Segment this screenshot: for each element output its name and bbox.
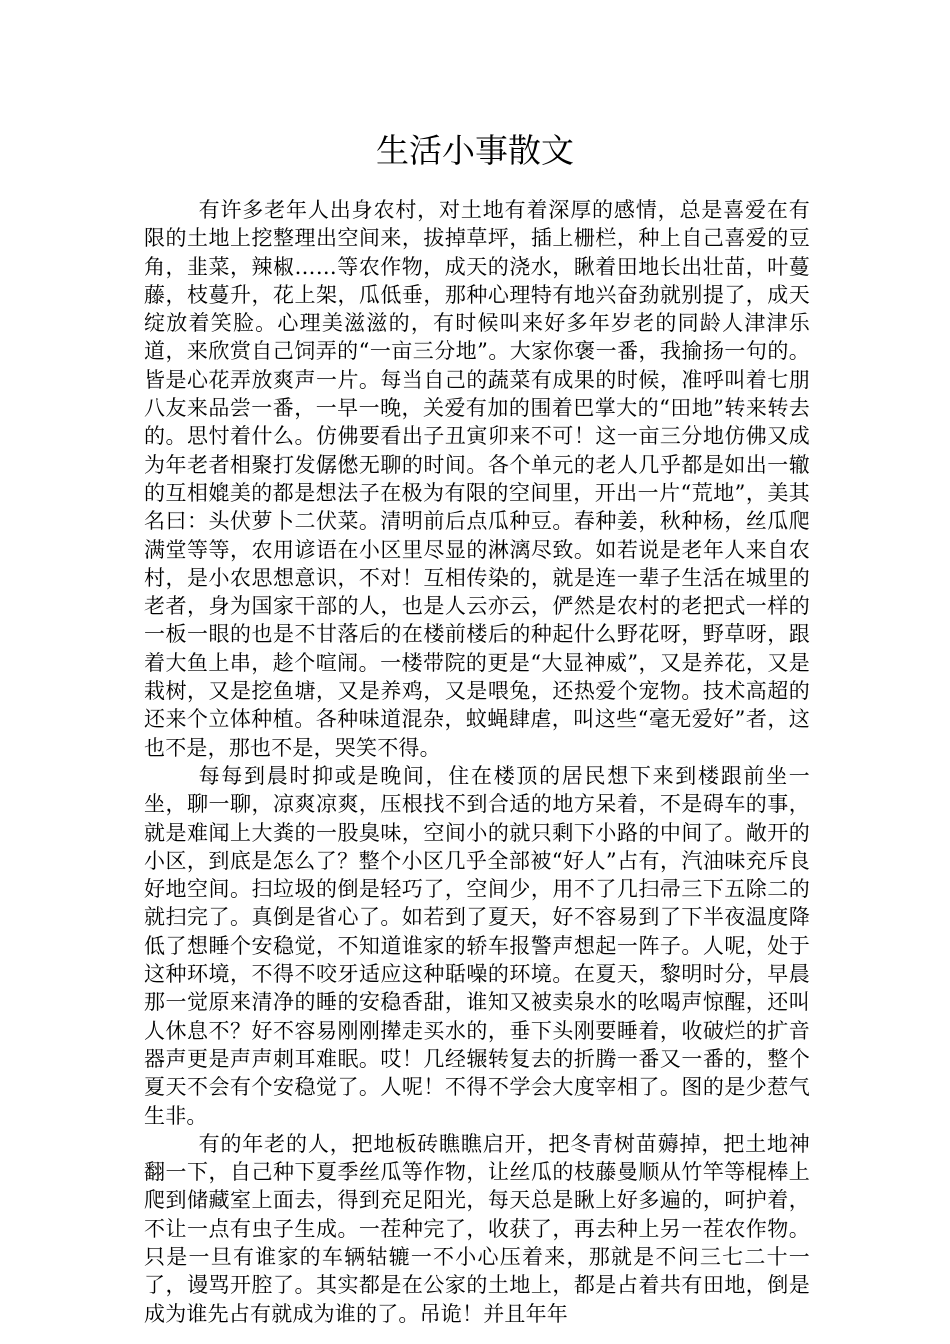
document-title: 生活小事散文 [376,131,574,170]
paragraph: 每每到晨时抑或是晚间，住在楼顶的居民想下来到楼跟前坐一坐，聊一聊，凉爽凉爽，压根找不到合适的地方呆着，不是碍车的事，就是难闻上大粪的一股臭味，空间小的就只剩下小路的中间了。敞开的小区，到底是怎么了？整个小区几乎全部被“好人”占有，汽油味充斥良好地空间。扫垃圾的倒是轻巧了，空间少，用不了几扫帚三下五除二的就扫完了。真倒是省心了。如若到了夏天，好不容易到了下半夜温度降低了想睡个安稳觉，不知道谁家的轿车报警声想起一阵子。人呢，处于这种环境，不得不咬牙适应这种聒噪的环境。在夏天，黎明时分，早晨那一觉原来清净的睡的安稳香甜，谁知又被卖泉水的吆喝声惊醒，还叫人休息不？好不容易刚刚撵走买水的，垂下头刚要睡着，收破烂的扩音器声更是声声刺耳难眠。哎！几经辗转复去的折腾一番又一番的，整个夏天不会有个安稳觉了。人呢！不得不学会大度宰相了。图的是少惹气生非。 [144,763,810,1128]
paragraph: 有的年老的人，把地板砖瞧瞧启开，把冬青树苗薅掉，把土地神翻一下，自己种下夏季丝瓜等作物，让丝瓜的枝藤曼顺从竹竿等棍棒上爬到储藏室上面去，得到充足阳光，每天总是瞅上好多遍的，呵护着，不让一点有虫子生成。一茬种完了，收获了，再去种上另一茬农作物。只是一旦有谁家的车辆轱辘一不小心压着来，那就是不问三七二十一了，谩骂开腔了。其实都是在公家的土地上，都是占着共有田地，倒是成为谁先占有就成为谁的了。吊诡！并且年年 [144,1131,810,1326]
document-body [144,196,810,1328]
paragraph: 有许多老年人出身农村，对土地有着深厚的感情，总是喜爱在有限的土地上挖整理出空间来，拔掉草坪，插上栅栏，种上自己喜爱的豆角，韭菜，辣椒……等农作物，成天的浇水，瞅着田地长出壮苗，叶蔓藤，枝蔓升，花上架，瓜低垂，那种心理特有地兴奋劲就别提了，成天绽放着笑脸。心理美滋滋的，有时候叫来好多年岁老的同龄人津津乐道，来欣赏自己饲弄的“一亩三分地”。大家你褒一番，我揄扬一句的。皆是心花弄放爽声一片。每当自己的蔬菜有成果的时候，准呼叫着七朋八友来品尝一番，一早一晚，关爱有加的围着巴掌大的“田地”转来转去的。思忖着什么。仿佛要看出子丑寅卯来不可！这一亩三分地仿佛又成为年老者相聚打发僝僽无聊的时间。各个单元的老人几乎都是如出一辙的互相媲美的都是想法子在极为有限的空间里，开出一片“荒地”，美其名曰：头伏萝卜二伏菜。清明前后点瓜种豆。春种姜，秋种杨，丝瓜爬满堂等等，农用谚语在小区里尽显的淋漓尽致。如若说是老年人来自农村，是小农思想意识，不对！互相传染的，就是连一辈子生活在城里的老者，身为国家干部的人，也是人云亦云，俨然是农村的老把式一样的一板一眼的也是不甘落后的在楼前楼后的种起什么野花呀，野草呀，跟着大鱼上串，趁个喧闹。一楼带院的更是“大显神威”，又是养花，又是栽树，又是挖鱼塘，又是养鸡，又是喂兔，还热爱个宠物。技术高超的还来个立体种植。各种味道混杂，蚊蝇肆虐，叫这些“毫无爱好”者，这也不是，那也不是，哭笑不得。 [144,198,810,760]
